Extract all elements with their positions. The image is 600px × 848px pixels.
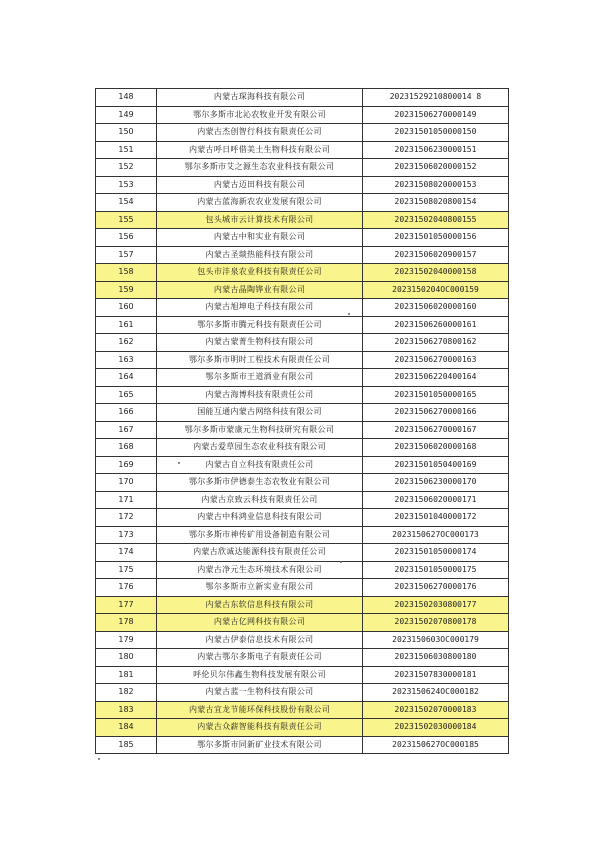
scan-speck xyxy=(340,561,342,563)
table-row xyxy=(96,89,509,107)
company-name: 鄂尔多斯市北沁农牧业开发有限公司 xyxy=(157,106,363,124)
row-number: 176 xyxy=(96,579,157,597)
company-name: 内蒙古杰创智行科技有限责任公司 xyxy=(157,124,363,142)
row-number: 148 xyxy=(96,89,157,107)
table-row xyxy=(96,421,509,439)
table-row xyxy=(96,561,509,579)
registration-code: 20231506270000167 xyxy=(363,421,509,439)
row-number: 155 xyxy=(96,211,157,229)
table-row xyxy=(96,211,509,229)
company-name: 鄂尔多斯市王道酒业有限公司 xyxy=(157,369,363,387)
registration-code: 20231508020000153 xyxy=(363,176,509,194)
company-name: 包头市沣泉农业科技有限责任公司 xyxy=(157,264,363,282)
row-number: 153 xyxy=(96,176,157,194)
row-number: 179 xyxy=(96,631,157,649)
registration-code: 20231502040000158 xyxy=(363,264,509,282)
table-row xyxy=(96,176,509,194)
scan-speck xyxy=(98,758,100,760)
registration-code: 20231507830000181 xyxy=(363,666,509,684)
table-row xyxy=(96,631,509,649)
registration-code: 20231506220400164 xyxy=(363,369,509,387)
row-number: 156 xyxy=(96,229,157,247)
company-name: 内蒙古中科鸿业信息科技有限公司 xyxy=(157,509,363,527)
table-row xyxy=(96,439,509,457)
company-name: 内蒙古旭坤电子科技有限公司 xyxy=(157,299,363,317)
registration-code: 20231506030800180 xyxy=(363,649,509,667)
row-number: 157 xyxy=(96,246,157,264)
registration-code: 20231501050000165 xyxy=(363,386,509,404)
company-name: 鄂尔多斯市立新实业有限公司 xyxy=(157,579,363,597)
table-row xyxy=(96,159,509,177)
company-name: 内蒙古鄂尔多斯电子有限责任公司 xyxy=(157,649,363,667)
company-name: 内蒙古圣燚热能科技有限公司 xyxy=(157,246,363,264)
table-row xyxy=(96,736,509,754)
registration-code: 20231506020900157 xyxy=(363,246,509,264)
registration-code: 20231501050000175 xyxy=(363,561,509,579)
company-name: 包头城市云计算技术有限公司 xyxy=(157,211,363,229)
registration-code: 20231506020000168 xyxy=(363,439,509,457)
company-name: 鄂尔多斯市明时工程技术有限责任公司 xyxy=(157,351,363,369)
registration-code: 20231506270000166 xyxy=(363,404,509,422)
registration-code: 20231506270000163 xyxy=(363,351,509,369)
company-name: 内蒙古众薪智能科技有限责任公司 xyxy=(157,719,363,737)
registration-code: 2023150624OC000182 xyxy=(363,684,509,702)
table-row xyxy=(96,596,509,614)
row-number: 177 xyxy=(96,596,157,614)
row-number: 181 xyxy=(96,666,157,684)
scan-speck xyxy=(178,462,180,464)
row-number: 164 xyxy=(96,369,157,387)
table-row xyxy=(96,474,509,492)
company-name: 鄂尔多斯市艾之源生态农业科技有限公司 xyxy=(157,159,363,177)
registration-code: 20231501050000174 xyxy=(363,544,509,562)
row-number: 161 xyxy=(96,316,157,334)
row-number: 154 xyxy=(96,194,157,212)
registration-code: 20231506230000170 xyxy=(363,474,509,492)
scan-speck xyxy=(348,313,350,315)
table-row xyxy=(96,456,509,474)
table-row xyxy=(96,281,509,299)
company-name: 呼伦贝尔伟鑫生物科技发展有限公司 xyxy=(157,666,363,684)
row-number: 182 xyxy=(96,684,157,702)
company-name: 鄂尔多斯市腾元科技有限责任公司 xyxy=(157,316,363,334)
row-number: 151 xyxy=(96,141,157,159)
company-name: 内蒙古爱草园生态农业科技有限公司 xyxy=(157,439,363,457)
table-row xyxy=(96,334,509,352)
row-number: 162 xyxy=(96,334,157,352)
table-row xyxy=(96,386,509,404)
registration-code: 2023150204OC000159 xyxy=(363,281,509,299)
table-row xyxy=(96,701,509,719)
table-row xyxy=(96,526,509,544)
table-body xyxy=(96,89,509,754)
company-name: 内蒙古蓝海新农农业发展有限公司 xyxy=(157,194,363,212)
company-name: 内蒙古蓝一生物科技有限公司 xyxy=(157,684,363,702)
registration-code: 20231501050400169 xyxy=(363,456,509,474)
row-number: 174 xyxy=(96,544,157,562)
company-name: 内蒙古自立科技有限责任公司 xyxy=(157,456,363,474)
row-number: 160 xyxy=(96,299,157,317)
registration-code: 20231506270000149 xyxy=(363,106,509,124)
row-number: 158 xyxy=(96,264,157,282)
table-row xyxy=(96,649,509,667)
table-row xyxy=(96,124,509,142)
registration-code: 2023150603OC000179 xyxy=(363,631,509,649)
row-number: 170 xyxy=(96,474,157,492)
row-number: 184 xyxy=(96,719,157,737)
company-name: 鄂尔多斯市同新矿业技术有限公司 xyxy=(157,736,363,754)
table-row xyxy=(96,491,509,509)
registration-code: 20231506020000152 xyxy=(363,159,509,177)
registration-code: 20231502030000184 xyxy=(363,719,509,737)
company-name: 内蒙古迈田科技有限公司 xyxy=(157,176,363,194)
company-name: 内蒙古蒙菁生物科技有限公司 xyxy=(157,334,363,352)
company-name: 内蒙古宜龙节能环保科技股份有限公司 xyxy=(157,701,363,719)
row-number: 178 xyxy=(96,614,157,632)
registration-code: 20231501050000150 xyxy=(363,124,509,142)
row-number: 169 xyxy=(96,456,157,474)
registration-code: 2023150627OC000173 xyxy=(363,526,509,544)
company-name: 内蒙古亿网科技有限公司 xyxy=(157,614,363,632)
row-number: 175 xyxy=(96,561,157,579)
table-row xyxy=(96,544,509,562)
table-row xyxy=(96,194,509,212)
table-row xyxy=(96,106,509,124)
registration-code: 20231501040000172 xyxy=(363,509,509,527)
table-row xyxy=(96,666,509,684)
row-number: 172 xyxy=(96,509,157,527)
row-number: 180 xyxy=(96,649,157,667)
company-name: 内蒙古呼日呼借美土生物科技有限公司 xyxy=(157,141,363,159)
registration-code: 20231506270000176 xyxy=(363,579,509,597)
row-number: 149 xyxy=(96,106,157,124)
registration-code: 20231502070000183 xyxy=(363,701,509,719)
row-number: 183 xyxy=(96,701,157,719)
table-row xyxy=(96,614,509,632)
row-number: 166 xyxy=(96,404,157,422)
row-number: 171 xyxy=(96,491,157,509)
company-name: 内蒙古京致云科技有限责任公司 xyxy=(157,491,363,509)
table-row xyxy=(96,246,509,264)
registration-code: 20231502070800178 xyxy=(363,614,509,632)
table-row xyxy=(96,351,509,369)
table-row xyxy=(96,509,509,527)
company-name: 内蒙古晶陶铧业有限公司 xyxy=(157,281,363,299)
company-name: 内蒙古海博科技有限责任公司 xyxy=(157,386,363,404)
row-number: 163 xyxy=(96,351,157,369)
company-name: 内蒙古净元生态环境技术有限公司 xyxy=(157,561,363,579)
registration-code: 20231502030800177 xyxy=(363,596,509,614)
table-row xyxy=(96,579,509,597)
registration-code: 20231506020000160 xyxy=(363,299,509,317)
row-number: 173 xyxy=(96,526,157,544)
company-name: 内蒙古中和实业有限公司 xyxy=(157,229,363,247)
row-number: 152 xyxy=(96,159,157,177)
row-number: 165 xyxy=(96,386,157,404)
enterprise-registry-table xyxy=(95,88,509,754)
table-row xyxy=(96,264,509,282)
company-name: 国能互通内蒙古网络科技有限公司 xyxy=(157,404,363,422)
company-name: 内蒙古琛海科技有限公司 xyxy=(157,89,363,107)
row-number: 168 xyxy=(96,439,157,457)
registration-code: 20231506260000161 xyxy=(363,316,509,334)
table-row xyxy=(96,369,509,387)
table-row xyxy=(96,316,509,334)
table-row xyxy=(96,299,509,317)
row-number: 167 xyxy=(96,421,157,439)
row-number: 150 xyxy=(96,124,157,142)
company-name: 内蒙古欣诚达能源科技有限责任公司 xyxy=(157,544,363,562)
table-row xyxy=(96,404,509,422)
table-row xyxy=(96,719,509,737)
registration-code: 20231501050000156 xyxy=(363,229,509,247)
registration-code: 20231506270800162 xyxy=(363,334,509,352)
row-number: 159 xyxy=(96,281,157,299)
row-number: 185 xyxy=(96,736,157,754)
table-row xyxy=(96,684,509,702)
registration-code: 20231502040800155 xyxy=(363,211,509,229)
table-row xyxy=(96,229,509,247)
table-row xyxy=(96,141,509,159)
company-name: 鄂尔多斯市伊德泰生态农牧业有限公司 xyxy=(157,474,363,492)
company-name: 鄂尔多斯市蒙康元生物科技研究有限公司 xyxy=(157,421,363,439)
registration-code: 20231506230000151 xyxy=(363,141,509,159)
registration-code: 20231506020000171 xyxy=(363,491,509,509)
company-name: 内蒙古东软信息科技有限公司 xyxy=(157,596,363,614)
company-name: 内蒙古伊泰信息技术有限公司 xyxy=(157,631,363,649)
registration-code: 20231529210800014 8 xyxy=(363,89,509,107)
registration-code: 20231508020800154 xyxy=(363,194,509,212)
company-name: 鄂尔多斯市神传矿用设备制造有限公司 xyxy=(157,526,363,544)
registration-code: 2023150627OC000185 xyxy=(363,736,509,754)
